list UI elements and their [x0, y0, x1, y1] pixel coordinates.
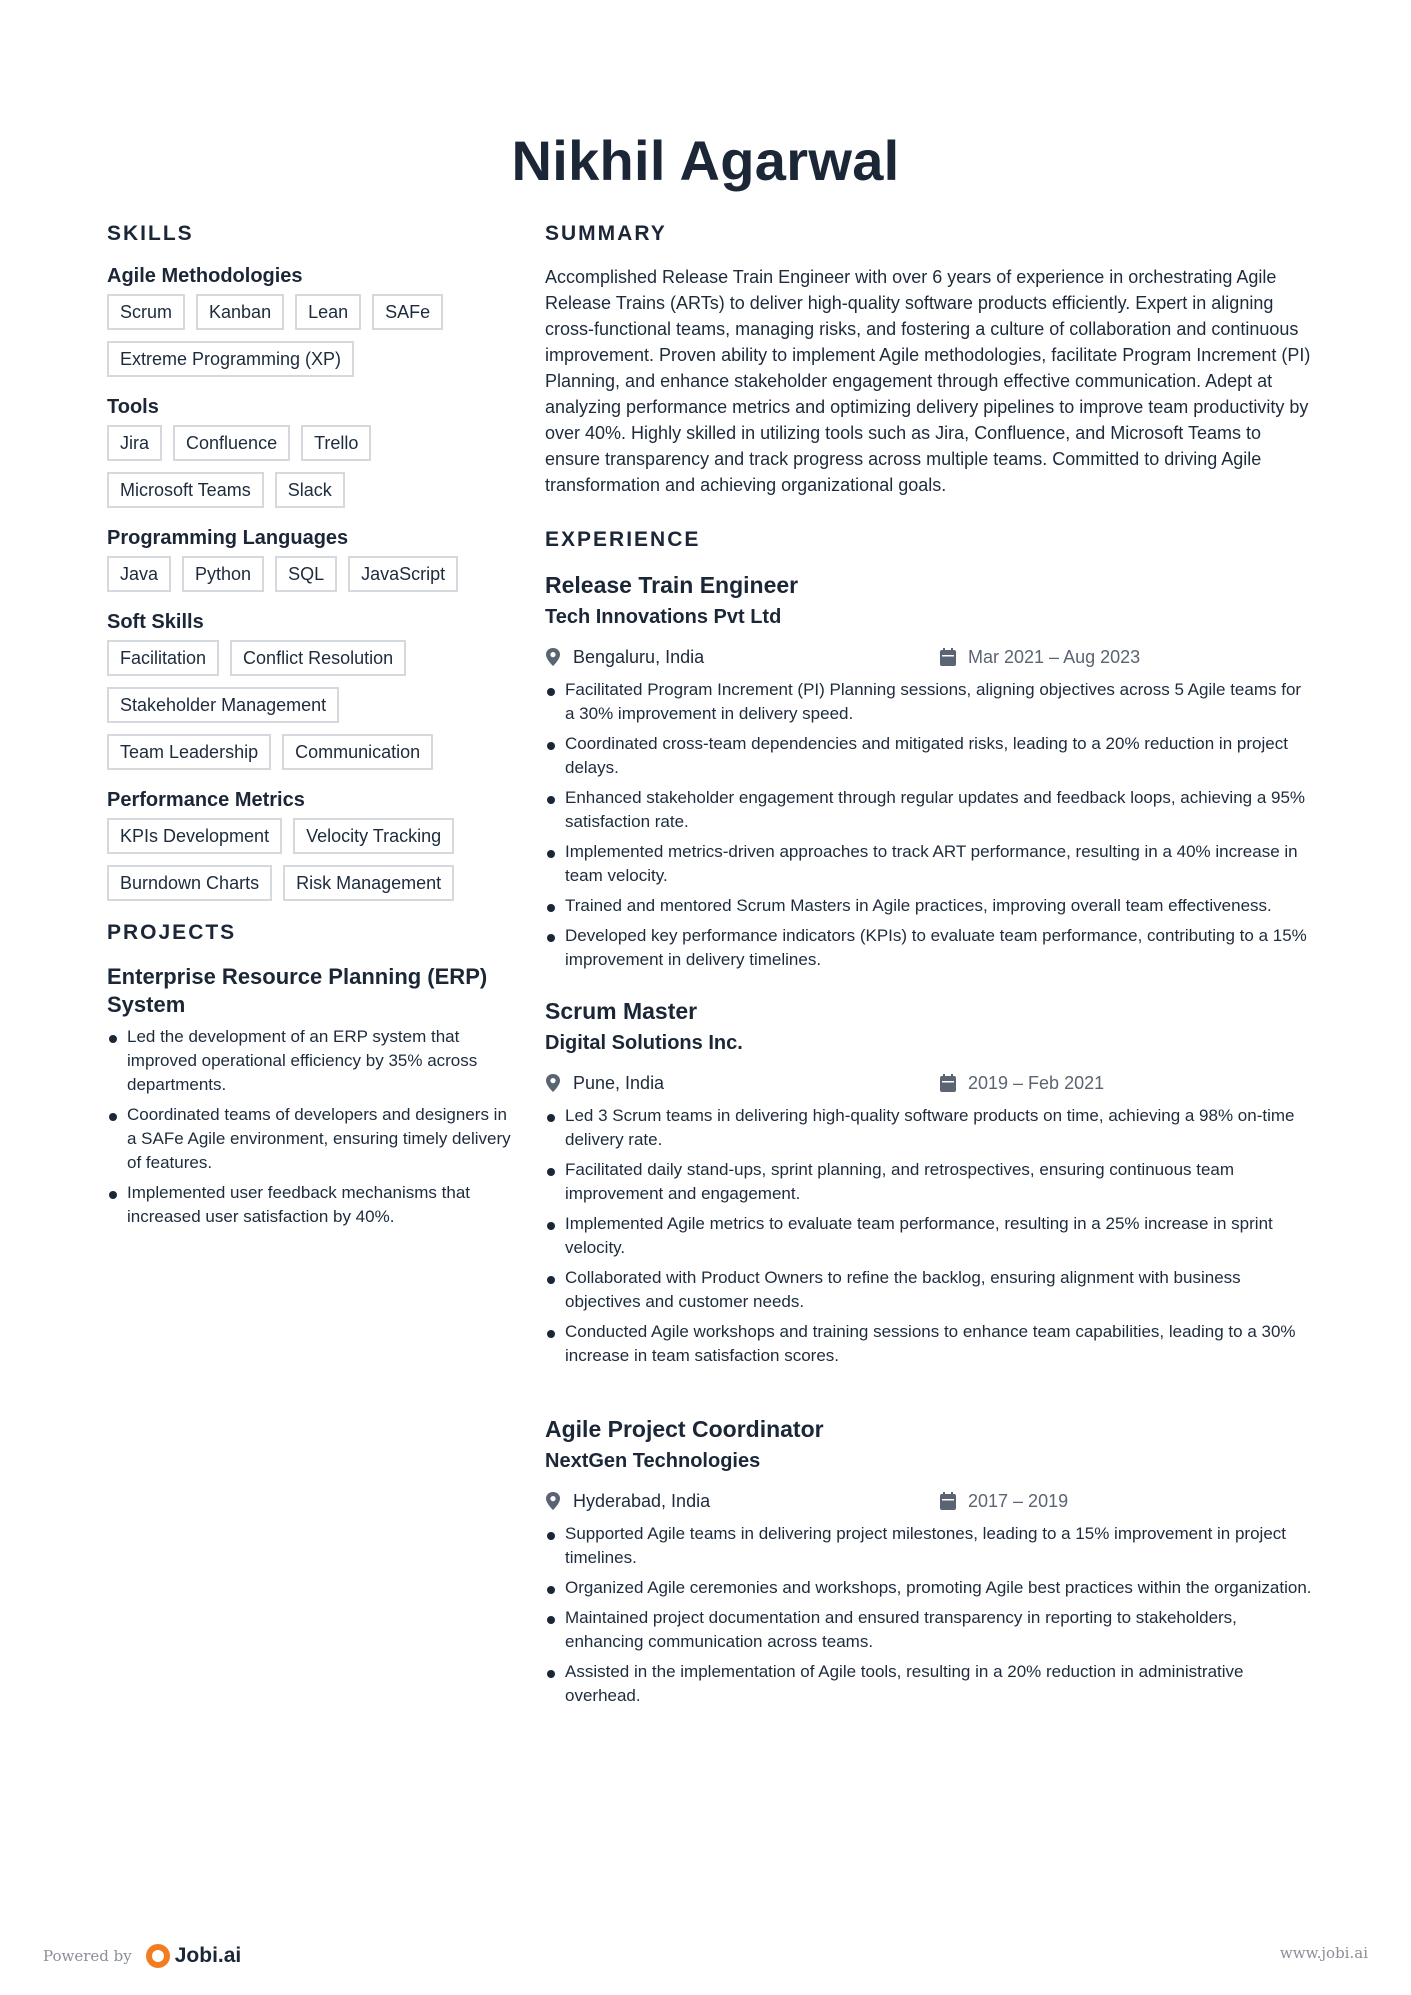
job-location-text: Pune, India — [573, 1072, 665, 1093]
projects-section — [107, 963, 512, 1229]
project-bullet: Coordinated teams of developers and designers in a SAFe Agile environment, ensuring timely delivery of features. — [107, 1103, 512, 1175]
job-bullet: Enhanced stakeholder engagement through regular updates and feedback loops, achieving a 95% satisfaction rate. — [545, 786, 1313, 834]
job-bullet: Assisted in the implementation of Agile tools, resulting in a 20% reduction in administrative overhead. — [545, 1660, 1313, 1708]
skill-group-title: Programming Languages — [107, 527, 349, 549]
job-bullet: Implemented Agile metrics to evaluate team performance, resulting in a 25% increase in sprint velocity. — [545, 1212, 1313, 1260]
job-company: Digital Solutions Inc. — [545, 1032, 743, 1054]
job-bullet-list — [545, 1104, 1313, 1368]
skill-chip: Burndown Charts — [107, 865, 272, 901]
project-title: Enterprise Resource Planning (ERP) System — [107, 964, 488, 1017]
job-bullet: Implemented metrics-driven approaches to track ART performance, resulting in a 40% increase in team velocity. — [545, 840, 1313, 888]
skill-chip: SQL — [275, 556, 337, 592]
job-bullet: Developed key performance indicators (KPIs) to evaluate team performance, contributing to a 15% improvement in delivery timelines. — [545, 924, 1313, 972]
skill-chip: Extreme Programming (XP) — [107, 341, 354, 377]
job-bullet: Supported Agile teams in delivering project milestones, leading to a 15% improvement in project timelines. — [545, 1522, 1313, 1570]
job-bullet: Collaborated with Product Owners to refine the backlog, ensuring alignment with business objectives and customer needs. — [545, 1266, 1313, 1314]
skill-chip: Trello — [301, 425, 371, 461]
skills-section — [107, 264, 512, 901]
project-bullet: Implemented user feedback mechanisms that increased user satisfaction by 40%. — [107, 1181, 512, 1229]
calendar-icon — [940, 648, 956, 666]
jobi-logo-text: Jobi.ai — [174, 1944, 242, 1967]
skill-chip: Slack — [275, 472, 345, 508]
skill-group-title: Soft Skills — [107, 611, 204, 633]
skill-group-title: Agile Methodologies — [107, 265, 303, 287]
skill-chip-list — [107, 818, 512, 901]
skill-chip: Facilitation — [107, 640, 219, 676]
experience-section — [545, 570, 1313, 1708]
skill-chip: Conflict Resolution — [230, 640, 406, 676]
skill-chip: Confluence — [173, 425, 290, 461]
skill-chip-list — [107, 425, 512, 508]
skill-chip: Python — [182, 556, 264, 592]
job-bullet: Maintained project documentation and ensured transparency in reporting to stakeholders, enhancing communication across teams. — [545, 1606, 1313, 1654]
calendar-icon — [940, 1492, 956, 1510]
skill-chip-list — [107, 556, 512, 592]
skill-chip: Microsoft Teams — [107, 472, 264, 508]
job-entry — [545, 1414, 1313, 1708]
job-location-text: Hyderabad, India — [573, 1490, 711, 1511]
skills-heading: SKILLS — [107, 222, 194, 245]
job-bullet: Coordinated cross-team dependencies and mitigated risks, leading to a 20% reduction in project delays. — [545, 732, 1313, 780]
job-meta — [545, 1070, 1313, 1096]
job-meta — [545, 644, 1313, 670]
skill-chip: Stakeholder Management — [107, 687, 339, 723]
skill-chip: Lean — [295, 294, 361, 330]
job-dates-text: 2017 – 2019 — [968, 1490, 1069, 1511]
project-bullet-list — [107, 1025, 512, 1229]
job-bullet: Facilitated daily stand-ups, sprint planning, and retrospectives, ensuring continuous team improvement and engagement. — [545, 1158, 1313, 1206]
skill-group-title: Performance Metrics — [107, 789, 305, 811]
left-column — [107, 222, 512, 1235]
job-bullet: Led 3 Scrum teams in delivering high-quality software products on time, achieving a 98% on-time delivery rate. — [545, 1104, 1313, 1152]
job-company: NextGen Technologies — [545, 1450, 761, 1472]
job-company: Tech Innovations Pvt Ltd — [545, 606, 782, 628]
skill-chip-list — [107, 640, 512, 770]
job-role: Release Train Engineer — [545, 572, 799, 598]
jobi-logo-icon — [146, 1944, 170, 1968]
calendar-icon — [940, 1074, 956, 1092]
job-location — [545, 1491, 940, 1512]
job-bullet: Facilitated Program Increment (PI) Planning sessions, aligning objectives across 5 Agile teams for a 30% improvement in delivery speed. — [545, 678, 1313, 726]
project-bullet: Led the development of an ERP system that improved operational efficiency by 35% across departments. — [107, 1025, 512, 1097]
job-dates-text: Mar 2021 – Aug 2023 — [968, 646, 1141, 667]
job-dates — [940, 1073, 1104, 1094]
job-bullet-list — [545, 678, 1313, 972]
skill-chip-list — [107, 294, 512, 377]
skill-chip: Jira — [107, 425, 162, 461]
skill-chip: Scrum — [107, 294, 185, 330]
skill-chip: Communication — [282, 734, 433, 770]
job-location — [545, 647, 940, 668]
job-bullet: Trained and mentored Scrum Masters in Agile practices, improving overall team effectiveness. — [545, 894, 1313, 918]
map-pin-icon — [545, 1074, 561, 1092]
job-meta — [545, 1488, 1313, 1514]
job-role: Scrum Master — [545, 998, 698, 1024]
job-entry — [545, 570, 1313, 972]
summary-text: Accomplished Release Train Engineer with over 6 years of experience in orchestrating Agile Release Trains (ARTs) to deliver high-quality software products efficiently. Expert in aligning cross-functional teams, managing risks, and fostering a culture of collaboration and continuous improvement. Proven ability to implement Agile methodologies, facilitate Program Increment (PI) Planning, and enhance stakeholder engagement through effective communication. Adept at analyzing performance metrics and optimizing delivery pipelines to improve team productivity by over 40%. Highly skilled in utilizing tools such as Jira, Confluence, and Microsoft Teams to ensure transparency and track progress across multiple teams. Committed to driving Agile transformation and achieving organizational goals. — [545, 267, 1311, 495]
job-role: Agile Project Coordinator — [545, 1416, 824, 1442]
job-dates — [940, 647, 1140, 668]
job-location-text: Bengaluru, India — [573, 646, 705, 667]
skill-chip: JavaScript — [348, 556, 458, 592]
summary-heading: SUMMARY — [545, 222, 667, 245]
skill-chip: Java — [107, 556, 171, 592]
candidate-name: Nikhil Agarwal — [511, 129, 900, 192]
skill-chip: Risk Management — [283, 865, 454, 901]
skill-chip: KPIs Development — [107, 818, 282, 854]
job-entry — [545, 996, 1313, 1368]
job-dates — [940, 1491, 1068, 1512]
footer-powered-by — [43, 1944, 241, 1968]
job-location — [545, 1073, 940, 1094]
experience-heading: EXPERIENCE — [545, 528, 701, 551]
right-column — [545, 222, 1313, 1732]
skill-group-title: Tools — [107, 396, 159, 418]
skill-chip: Team Leadership — [107, 734, 271, 770]
job-dates-text: 2019 – Feb 2021 — [968, 1072, 1105, 1093]
map-pin-icon — [545, 648, 561, 666]
job-bullet-list — [545, 1522, 1313, 1708]
map-pin-icon — [545, 1492, 561, 1510]
skill-chip: Kanban — [196, 294, 284, 330]
powered-by-text: Powered by — [43, 1947, 132, 1965]
projects-heading: PROJECTS — [107, 921, 237, 944]
skill-chip: Velocity Tracking — [293, 818, 454, 854]
job-bullet: Organized Agile ceremonies and workshops, promoting Agile best practices within the organization. — [545, 1576, 1313, 1600]
footer-url[interactable]: www.jobi.ai — [1279, 1944, 1368, 1962]
jobi-logo[interactable] — [146, 1944, 242, 1968]
skill-chip: SAFe — [372, 294, 443, 330]
job-bullet: Conducted Agile workshops and training sessions to enhance team capabilities, leading to a 30% increase in team satisfaction scores. — [545, 1320, 1313, 1368]
